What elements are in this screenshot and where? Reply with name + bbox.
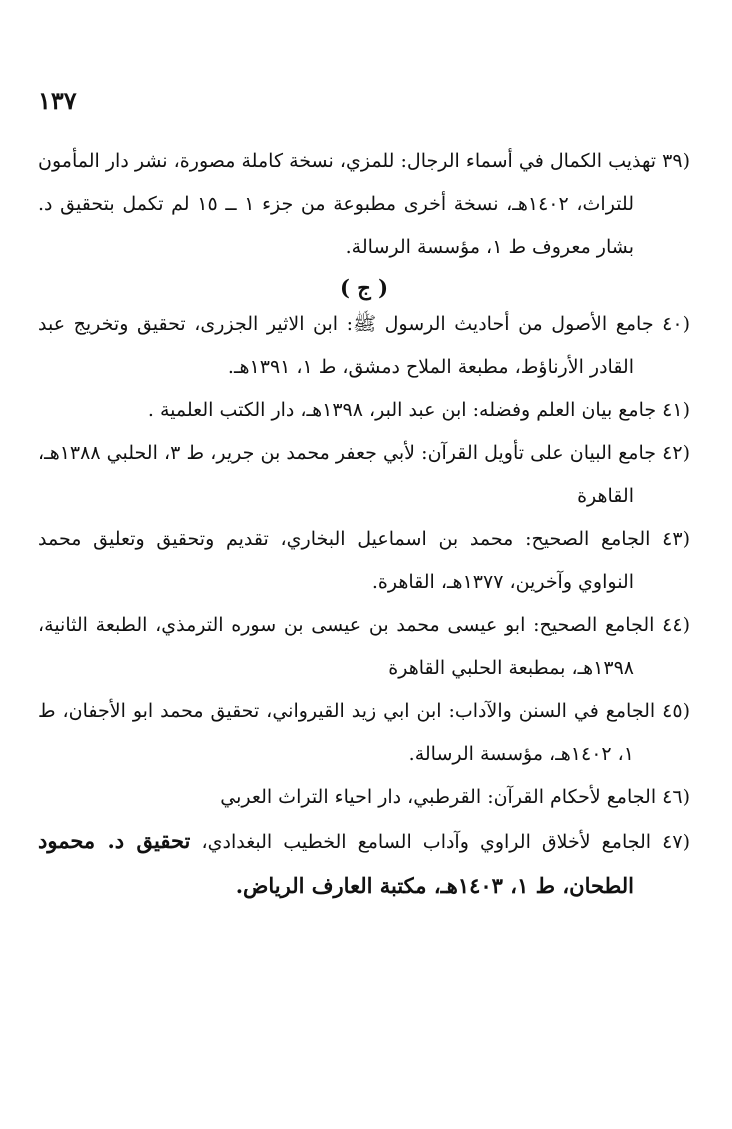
entry-title: الجامع لأحكام القرآن (493, 786, 657, 808)
entry-title: الجامع الصحيح (539, 614, 655, 636)
entry-title: جامع الأصول من أحاديث الرسول ﷺ (353, 313, 654, 335)
entry-number: (٤٧ (662, 831, 691, 853)
entry-number: (٤٤ (662, 614, 690, 636)
bibliography-entry: (٤٢ جامع البيان على تأويل القرآن: لأبي جعفر محمد بن جرير، ط ٣، الحلبي ١٣٨٨هـ، القاهرة (38, 442, 691, 507)
entry-title: جامع بيان العلم وفضله (479, 399, 657, 421)
bibliography-list (38, 140, 690, 909)
entry-title: تهذيب الكمال في أسماء الرجال (406, 150, 657, 172)
entry-details: تحقيق د. محمود الطحان، ط ١، ١٤٠٣هـ، مكتبة العارف الرياض. (38, 828, 634, 898)
entry-details: القرطبي، دار احياء التراث العربي (220, 786, 482, 808)
bibliography-entry: (٤٠ جامع الأصول من أحاديث الرسول ﷺ: ابن الاثير الجزرى، تحقيق وتخريج عبد القادر الأرناؤط، مطبعة الملاح دمشق، ط ١، ١٣٩١هـ. (38, 313, 690, 378)
bibliography-entry (38, 819, 690, 909)
page-number: ١٣٧ (38, 86, 77, 115)
entry-number: (٤٠ (662, 313, 690, 335)
entry-details: محمد بن اسماعيل البخاري، تقديم وتحقيق وتعليق محمد النواوي وآخرين، ١٣٧٧هـ، القاهرة. (38, 528, 634, 593)
bibliography-entry: (٣٩ تهذيب الكمال في أسماء الرجال: للمزي، نسخة كاملة مصورة، نشر دار المأمون للتراث، ١٤٠٢هـ، نسخة أخرى مطبوعة من جزء ١ ــ ١٥ لم تكمل بتحقيق د. بشار معروف ط ١، مؤسسة الرسالة. (38, 150, 691, 258)
entry-details: ابن الاثير الجزرى، تحقيق وتخريج عبد القادر الأرناؤط، مطبعة الملاح دمشق، ط ١، ١٣٩١هـ. (38, 313, 634, 378)
entry-details: ابو عيسى محمد بن عيسى بن سوره الترمذي، الطبعة الثانية، ١٣٩٨هـ، بمطبعة الحلبي القاهرة (38, 614, 634, 679)
entry-number: (٤٦ (662, 786, 690, 808)
entry-title: الجامع الصحيح (531, 528, 651, 550)
entry-number: (٤٢ (662, 442, 691, 464)
entry-details: ابن ابي زيد القيرواني، تحقيق محمد ابو الأجفان، ط ١، ١٤٠٢هـ، مؤسسة الرسالة. (38, 700, 634, 765)
section-heading: ( ج ) (339, 275, 389, 300)
entry-number: (٤٣ (662, 528, 690, 550)
entry-details: ابن عبد البر، ١٣٩٨هـ، دار الكتب العلمية . (147, 399, 467, 421)
bibliography-entry: (٤٦ الجامع لأحكام القرآن: القرطبي، دار احياء التراث العربي (220, 786, 690, 808)
entry-number: (٣٩ (662, 150, 691, 172)
bibliography-entry: (٤٣ الجامع الصحيح: محمد بن اسماعيل البخاري، تقديم وتحقيق وتعليق محمد النواوي وآخرين، ١٣٧٧هـ، القاهرة. (38, 528, 690, 593)
entry-details: للمزي، نسخة كاملة مصورة، نشر دار المأمون للتراث، ١٤٠٢هـ، نسخة أخرى مطبوعة من جزء ١ ــ ١٥ لم تكمل بتحقيق د. بشار معروف ط ١، مؤسسة الرسالة. (38, 150, 634, 258)
entry-number: (٤٥ (662, 700, 690, 722)
entry-title: جامع البيان على تأويل القرآن (427, 442, 657, 464)
bibliography-entry: (٤٤ الجامع الصحيح: ابو عيسى محمد بن عيسى بن سوره الترمذي، الطبعة الثانية، ١٣٩٨هـ، بمطبعة الحلبي القاهرة (38, 614, 690, 679)
entry-number: (٤١ (662, 399, 690, 421)
bibliography-entry: (٤٥ الجامع في السنن والآداب: ابن ابي زيد القيرواني، تحقيق محمد ابو الأجفان، ط ١، ١٤٠٢هـ، مؤسسة الرسالة. (38, 700, 690, 765)
entry-title: الجامع في السنن والآداب (454, 700, 656, 722)
entry-details: لأبي جعفر محمد بن جرير، ط ٣، الحلبي ١٣٨٨هـ، القاهرة (38, 442, 634, 507)
entry-title: الجامع لأخلاق الراوي وآداب السامع الخطيب البغدادي، (201, 831, 652, 853)
bibliography-entry: (٤١ جامع بيان العلم وفضله: ابن عبد البر، ١٣٩٨هـ، دار الكتب العلمية . (147, 399, 690, 421)
